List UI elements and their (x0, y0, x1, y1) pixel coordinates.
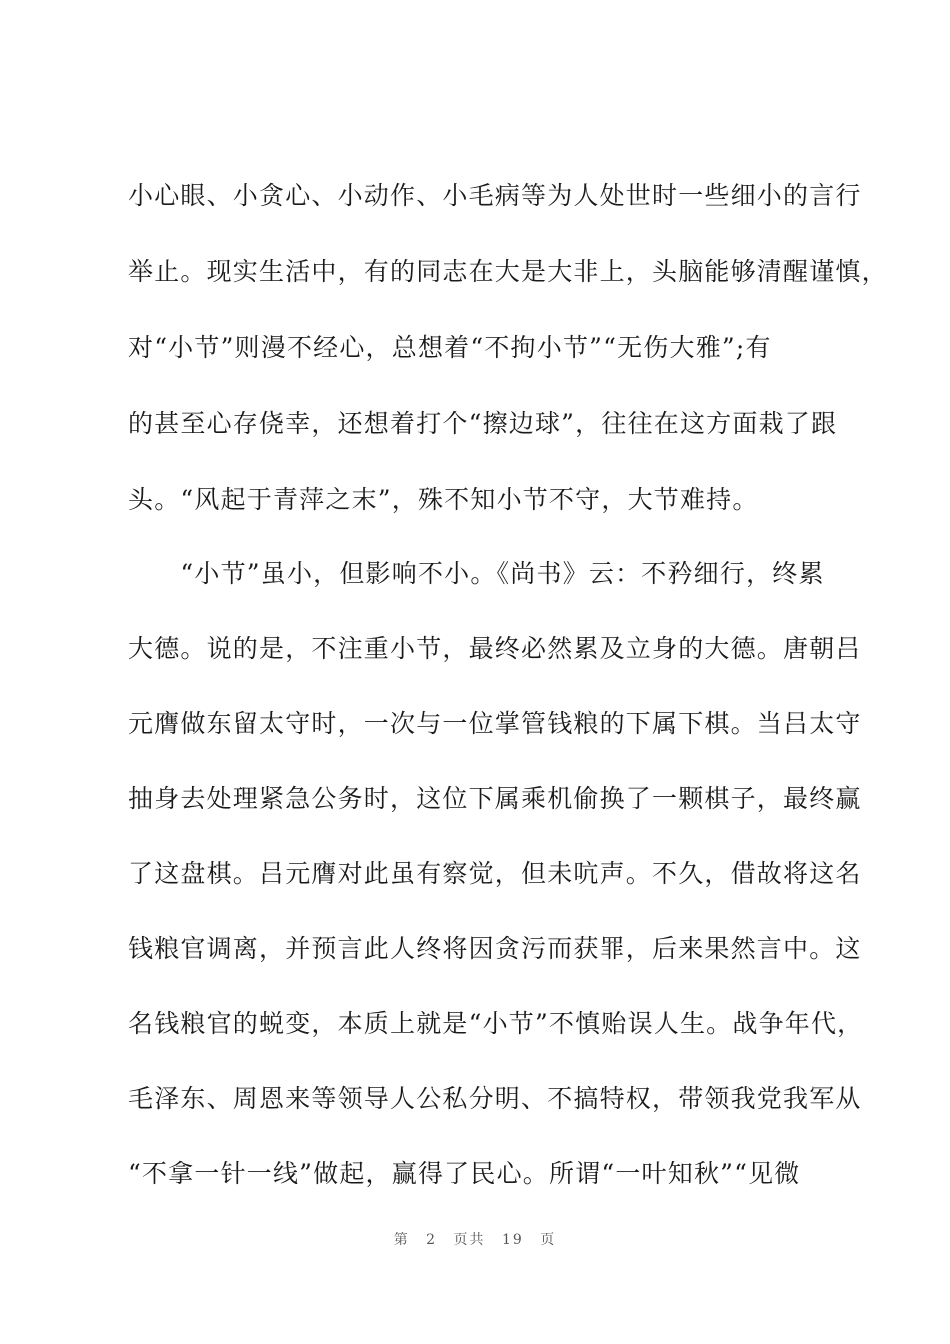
text-line: 抽身去处理紧急公务时，这位下属乘机偷换了一颗棋子，最终赢 (128, 784, 862, 813)
text-line: 的甚至心存侥幸，还想着打个“擦边球”，往往在这方面栽了跟 (128, 409, 838, 438)
text-line: 了这盘棋。吕元膺对此虽有察觉，但未吭声。不久，借故将这名 (128, 859, 862, 888)
footer-prefix: 第 (393, 1232, 410, 1248)
text-line: 名钱粮官的蜕变，本质上就是“小节”不慎贻误人生。战争年代， (128, 1009, 864, 1038)
text-line: “小节”虽小，但影响不小。《尚书》云：不矜细行，终累 (128, 559, 825, 588)
text-line: 大德。说的是，不注重小节，最终必然累及立身的大德。唐朝吕 (128, 634, 862, 663)
text-line: 毛泽东、周恩来等领导人公私分明、不搞特权，带领我党我军从 (128, 1084, 862, 1113)
total-page-count: 19 (502, 1232, 524, 1248)
text-line: 头。“风起于青萍之末”，殊不知小节不守，大节难持。 (128, 485, 759, 514)
text-line: 元膺做东留太守时，一次与一位掌管钱粮的下属下棋。当吕太守 (128, 709, 862, 738)
footer-suffix: 页 (540, 1232, 557, 1248)
text-line: 钱粮官调离，并预言此人终将因贪污而获罪，后来果然言中。这 (128, 934, 862, 963)
text-line: 对“小节”则漫不经心，总想着“不拘小节”“无伤大雅”;有 (128, 333, 772, 362)
text-line: 举止。现实生活中，有的同志在大是大非上，头脑能够清醒谨慎， (128, 257, 888, 286)
footer-middle: 页共 (453, 1232, 486, 1248)
page-footer (0, 1229, 950, 1249)
text-line: “不拿一针一线”做起，赢得了民心。所谓“一叶知秋”“见微 (128, 1159, 801, 1188)
current-page-number: 2 (426, 1232, 438, 1248)
text-line: 小心眼、小贪心、小动作、小毛病等为人处世时一些细小的言行 (128, 181, 862, 210)
